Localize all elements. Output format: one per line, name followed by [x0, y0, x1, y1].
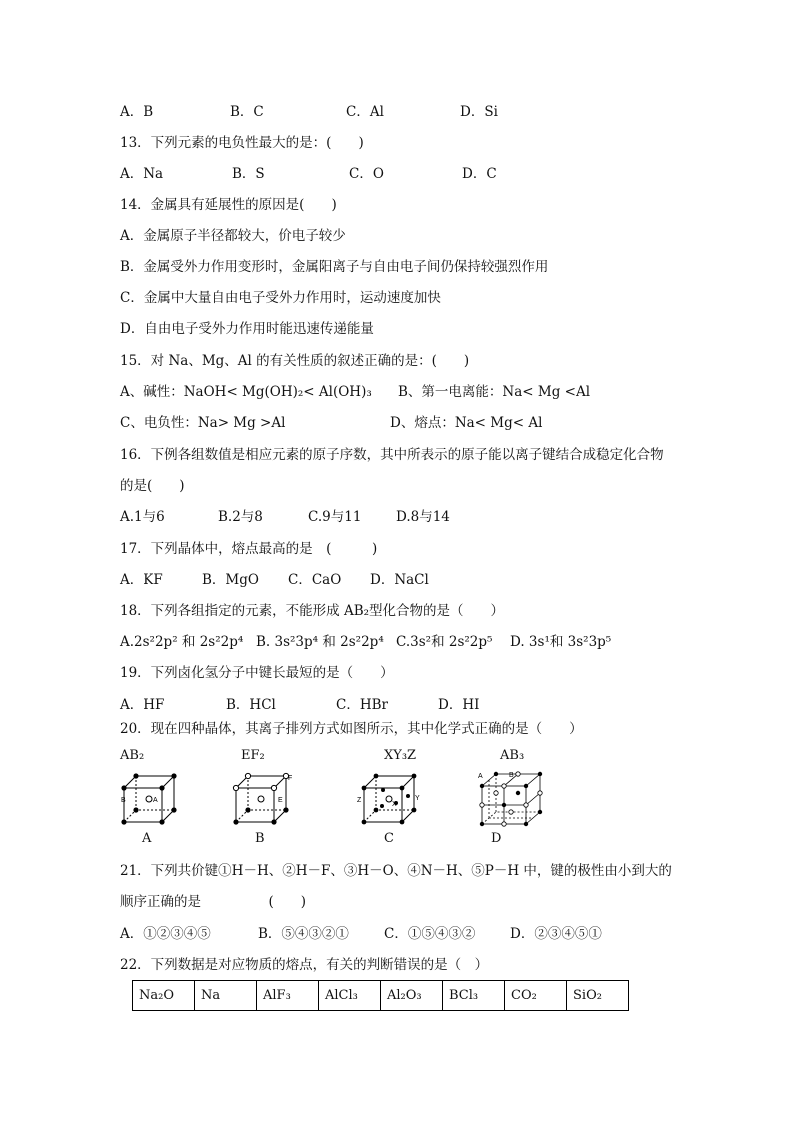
- q13-option-a: A．Na: [120, 166, 164, 182]
- q17-option-a: A．KF: [120, 572, 163, 588]
- q12-option-c: C．Al: [346, 104, 384, 120]
- q12-option-b: B．C: [230, 104, 264, 120]
- q13-option-d: D．C: [462, 166, 497, 182]
- q17-option-d: D．NaCl: [370, 572, 429, 588]
- svg-text:Z: Z: [357, 797, 362, 804]
- q19-stem: 19．下列卤化氢分子中键长最短的是（ ）: [120, 665, 394, 681]
- q13-options: [120, 165, 497, 183]
- table-cell-bcl3: BCl₃: [443, 981, 505, 1011]
- table-cell-na2o: Na₂O: [133, 981, 195, 1011]
- q21-stem-line1: 21．下列共价键①H－H、②H－F、③H－O、④N－H、⑤P－H 中，键的极性由小到大的: [120, 863, 672, 879]
- q15-row2: [120, 414, 543, 432]
- q21-option-a: A．①②③④⑤: [120, 926, 211, 942]
- q18-options: [120, 633, 612, 651]
- q17-stem: 17．下列晶体中，熔点最高的是 ( ): [120, 541, 378, 557]
- q13-option-b: B．S: [232, 166, 265, 182]
- q21-stem-line2: 顺序正确的是 ( ): [120, 894, 307, 910]
- q14-option-c: C．金属中大量自由电子受外力作用时，运动速度加快: [120, 290, 441, 306]
- q21-option-b: B．⑤④③②①: [258, 926, 349, 942]
- q22-stem: 22．下列数据是对应物质的熔点，有关的判断错误的是（ ）: [120, 957, 489, 973]
- svg-text:X: X: [392, 801, 397, 808]
- q20-formula-d: AB₃: [500, 748, 525, 763]
- q18-option-c: C.3s²和 2s²2p⁵: [396, 634, 493, 650]
- q16-option-d: D.8与14: [396, 509, 450, 525]
- q17-options: [120, 571, 429, 589]
- q15-row1: [120, 383, 591, 401]
- q14-option-d: D．自由电子受外力作用时能迅速传递能量: [120, 321, 374, 337]
- svg-text:E: E: [278, 797, 283, 804]
- q20-formula-a: AB₂: [120, 748, 145, 763]
- q16-options: [120, 508, 450, 526]
- q19-option-d: D．HI: [438, 697, 480, 713]
- melting-point-table: [132, 980, 629, 1011]
- crystal-diagram-d: [476, 768, 546, 828]
- q12-option-a: A．B: [120, 104, 154, 120]
- q16-stem-line2: 的是( ): [120, 478, 185, 494]
- q18-option-b: B. 3s²3p⁴ 和 2s²2p⁴: [256, 634, 384, 650]
- q21-option-c: C．①⑤④③②: [384, 926, 476, 942]
- table-cell-na: Na: [195, 981, 257, 1011]
- svg-text:A: A: [153, 797, 158, 804]
- q20-diagram-letter-d: D: [491, 831, 502, 846]
- q20-diagram-letter-b: B: [255, 831, 265, 846]
- q18-stem: 18．下列各组指定的元素，不能形成 AB₂型化合物的是（ ）: [120, 603, 505, 619]
- q17-option-b: B．MgO: [202, 572, 259, 588]
- q15-stem: 15．对 Na、Mg、Al 的有关性质的叙述正确的是：( ): [120, 353, 470, 369]
- q15-option-b: B、第一电离能：Na< Mg <Al: [398, 384, 591, 400]
- q16-option-c: C.9与11: [308, 509, 362, 525]
- q20-diagram-letter-c: C: [384, 831, 394, 846]
- svg-text:A: A: [478, 773, 483, 780]
- q20-stem: 20．现在四种晶体，其离子排列方式如图所示，其中化学式正确的是（ ）: [120, 721, 583, 737]
- q19-options: [120, 696, 480, 714]
- crystal-diagram-c: [356, 770, 422, 826]
- q16-option-a: A.1与6: [120, 509, 165, 525]
- q14-option-a: A．金属原子半径都较大，价电子较少: [120, 228, 346, 244]
- svg-text:Y: Y: [415, 795, 420, 802]
- table-cell-alcl3: AlCl₃: [319, 981, 381, 1011]
- svg-text:B: B: [509, 772, 514, 779]
- crystal-diagram-a: [118, 770, 180, 826]
- table-cell-alf3: AlF₃: [257, 981, 319, 1011]
- q13-stem: 13．下列元素的电负性最大的是：( ): [120, 135, 364, 151]
- q19-option-b: B．HCl: [226, 697, 276, 713]
- svg-text:B: B: [121, 797, 126, 804]
- q15-option-a: A、碱性：NaOH< Mg(OH)₂< Al(OH)₃: [120, 384, 372, 400]
- q15-option-c: C、电负性：Na> Mg >Al: [120, 415, 286, 431]
- q16-option-b: B.2与8: [218, 509, 263, 525]
- q16-stem-line1: 16．下例各组数值是相应元素的原子序数，其中所表示的原子能以离子键结合成稳定化合物: [120, 447, 664, 463]
- q12-options: [120, 103, 498, 121]
- q21-option-d: D．②③④⑤①: [510, 926, 602, 942]
- svg-text:F: F: [288, 775, 292, 782]
- q20-diagram-letter-a: A: [142, 831, 152, 846]
- q20-formula-c: XY₃Z: [384, 748, 417, 763]
- table-cell-co2: CO₂: [505, 981, 567, 1011]
- q14-option-b: B．金属受外力作用变形时，金属阳离子与自由电子间仍保持较强烈作用: [120, 259, 549, 275]
- table-cell-al2o3: Al₂O₃: [381, 981, 443, 1011]
- q17-option-c: C．CaO: [288, 572, 342, 588]
- q15-option-d: D、熔点：Na< Mg< Al: [390, 415, 543, 431]
- crystal-diagram-b: [230, 770, 292, 826]
- q12-option-d: D．Si: [460, 104, 498, 120]
- table-row: [133, 981, 629, 1011]
- q21-options: [120, 925, 602, 943]
- table-cell-sio2: SiO₂: [567, 981, 629, 1011]
- q14-stem: 14．金属具有延展性的原因是( ): [120, 197, 337, 213]
- q13-option-c: C．O: [349, 166, 384, 182]
- q19-option-c: C．HBr: [336, 697, 388, 713]
- q20-formula-b: EF₂: [241, 748, 265, 763]
- q18-option-a: A.2s²2p² 和 2s²2p⁴: [120, 634, 244, 650]
- q18-option-d: D. 3s¹和 3s²3p⁵: [510, 634, 612, 650]
- q19-option-a: A．HF: [120, 697, 165, 713]
